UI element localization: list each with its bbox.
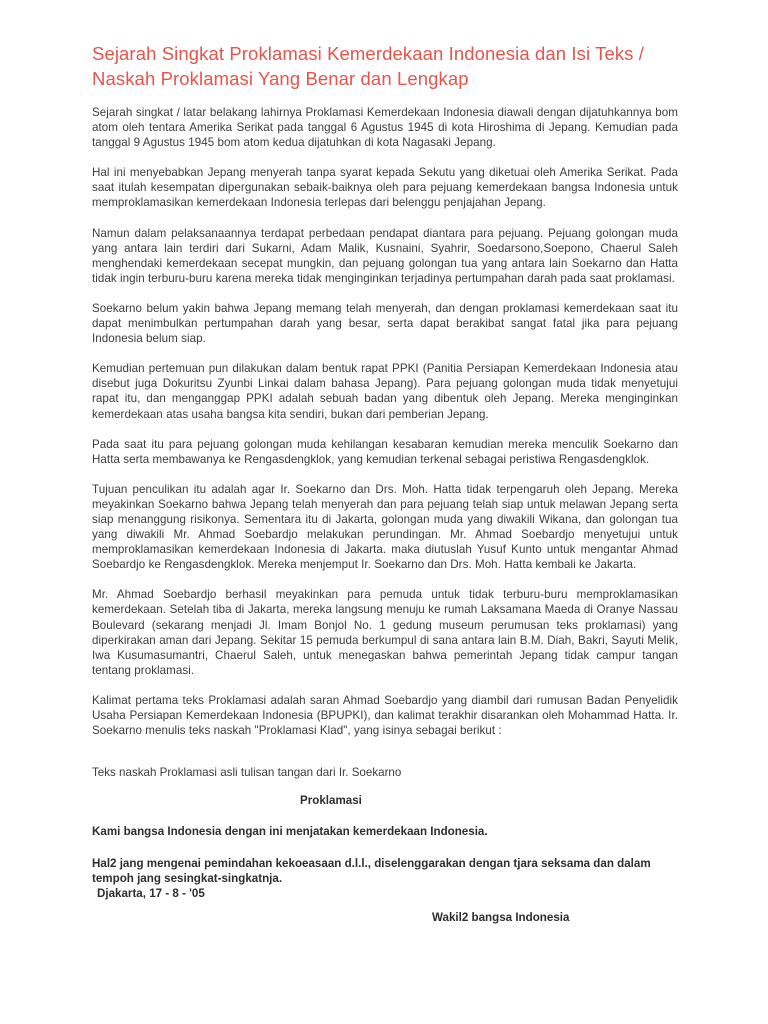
proclamation-line-1: Kami bangsa Indonesia dengan ini menjatakan kemerdekaan Indonesia.: [92, 825, 488, 839]
proclamation-line-2: Hal2 jang mengenai pemindahan kekoeasaan d.l.l., diselenggarakan dengan tjara seksama dan dalam tempoh jang sesingkat-singkatnja.: [92, 856, 651, 885]
body-paragraph-8: Mr. Ahmad Soebardjo berhasil meyakinkan para pemuda untuk tidak terburu-buru memproklamasikan kemerdekaan. Setelah tiba di Jakarta, mereka langsung menuju ke rumah Laksamana Maeda di Oranye Nassau Boulevard (sekarang menjadi Jl. Imam Bonjol No. 1 gedung museum perumusan teks proklamasi) yang diperkirakan aman dari Jepang. Sekitar 15 pemuda berkumpul di sana antara lain B.M. Diah, Bakri, Sayuti Melik, Iwa Kusumasumantri, Chaerul Saleh, untuk menegaskan bahwa pemerintah Jepang tidak campur tangan tentang proklamasi.: [92, 588, 678, 677]
body-paragraph-9: Kalimat pertama teks Proklamasi adalah saran Ahmad Soebardjo yang diambil dari rumusan Badan Penyelidik Usaha Persiapan Kemerdekaan Indonesia (BPUPKI), dan kalimat terakhir disarankan oleh Mohammad Hatta. Ir. Soekarno menulis teks naskah "Proklamasi Klad", yang isinya sebagai berikut :: [92, 693, 678, 738]
body-paragraph-5: Kemudian pertemuan pun dilakukan dalam bentuk rapat PPKI (Panitia Persiapan Kemerdekaan Indonesia atau disebut juga Dokuritsu Zyunbi Linkai dalam bahasa Jepang). Para pejuang golongan muda tidak menyetujui rapat itu, dan menganggap PPKI adalah sebuah badan yang dibentuk oleh Jepang. Mereka menginginkan kemerdekaan atas usaha bangsa kita sendiri, bukan dari pemberian Jepang.: [92, 362, 678, 421]
proclamation-intro-line: Teks naskah Proklamasi asli tulisan tangan dari Ir. Soekarno: [92, 766, 402, 780]
proclamation-date-line: Djakarta, 17 - 8 - '05: [97, 887, 205, 901]
body-paragraph-4: Soekarno belum yakin bahwa Jepang memang telah menyerah, dan dengan proklamasi kemerdekaan saat itu dapat menimbulkan pertumpahan darah yang besar, serta dapat berakibat sangat fatal jika para pejuang Indonesia belum siap.: [92, 301, 678, 346]
body-paragraph-1: Sejarah singkat / latar belakang lahirnya Proklamasi Kemerdekaan Indonesia diawali dengan dijatuhkannya bom atom oleh tentara Amerika Serikat pada tanggal 6 Agustus 1945 di kota Hiroshima di Jepang. Kemudian pada tanggal 9 Agustus 1945 bom atom kedua dijatuhkan di kota Nagasaki Jepang.: [92, 106, 678, 150]
document-content: [92, 42, 678, 925]
body-paragraph-7: Tujuan penculikan itu adalah agar Ir. Soekarno dan Drs. Moh. Hatta tidak terpengaruh oleh Jepang. Mereka meyakinkan Soekarno bahwa Jepang telah menyerah dan para pejuang telah siap untuk melawan Jepang serta siap menanggung risikonya. Sementara itu di Jakarta, golongan muda yang diwakili Wikana, dan golongan tua yang diwakili Mr. Ahmad Soebardjo melakukan perundingan. Mr. Ahmad Soebardjo menyetujui untuk memproklamasikan kemerdekaan Indonesia di Jakarta. maka diutuslah Yusuf Kunto untuk mengantar Ahmad Soebardjo ke Rengasdengklok. Mereka menjemput Ir. Soekarno dan Drs. Moh. Hatta kembali ke Jakarta.: [92, 482, 678, 572]
page-title: Sejarah Singkat Proklamasi Kemerdekaan Indonesia dan Isi Teks / Naskah Proklamasi Yang Benar dan Lengkap: [92, 43, 645, 89]
body-paragraph-2: Hal ini menyebabkan Jepang menyerah tanpa syarat kepada Sekutu yang diketuai oleh Amerika Serikat. Pada saat itulah kesempatan dipergunakan sebaik-baiknya oleh para pejuang kemerdekaan bangsa Indonesia untuk memproklamasikan kemerdekaan Indonesia terlepas dari belenggu penjajahan Jepang.: [92, 166, 678, 210]
proclamation-signature-line: Wakil2 bangsa Indonesia: [432, 910, 570, 924]
proclamation-heading: Proklamasi: [300, 794, 362, 808]
body-paragraph-6: Pada saat itu para pejuang golongan muda kehilangan kesabaran kemudian mereka menculik Soekarno dan Hatta serta membawanya ke Rengasdengklok, yang kemudian terkenal sebagai peristiwa Rengasdengklok.: [92, 437, 678, 466]
body-paragraph-3: Namun dalam pelaksanaannya terdapat perbedaan pendapat diantara para pejuang. Pejuang golongan muda yang antara lain terdiri dari Sukarni, Adam Malik, Kusnaini, Syahrir, Soedarsono,Soepono, Chaerul Saleh menghendaki kemerdekaan secepat mungkin, dan pejuang golongan tua yang antara lain Soekarno dan Hatta tidak ingin terburu-buru karena mereka tidak menginginkan terjadinya pertumpahan darah pada saat proklamasi.: [92, 226, 678, 285]
